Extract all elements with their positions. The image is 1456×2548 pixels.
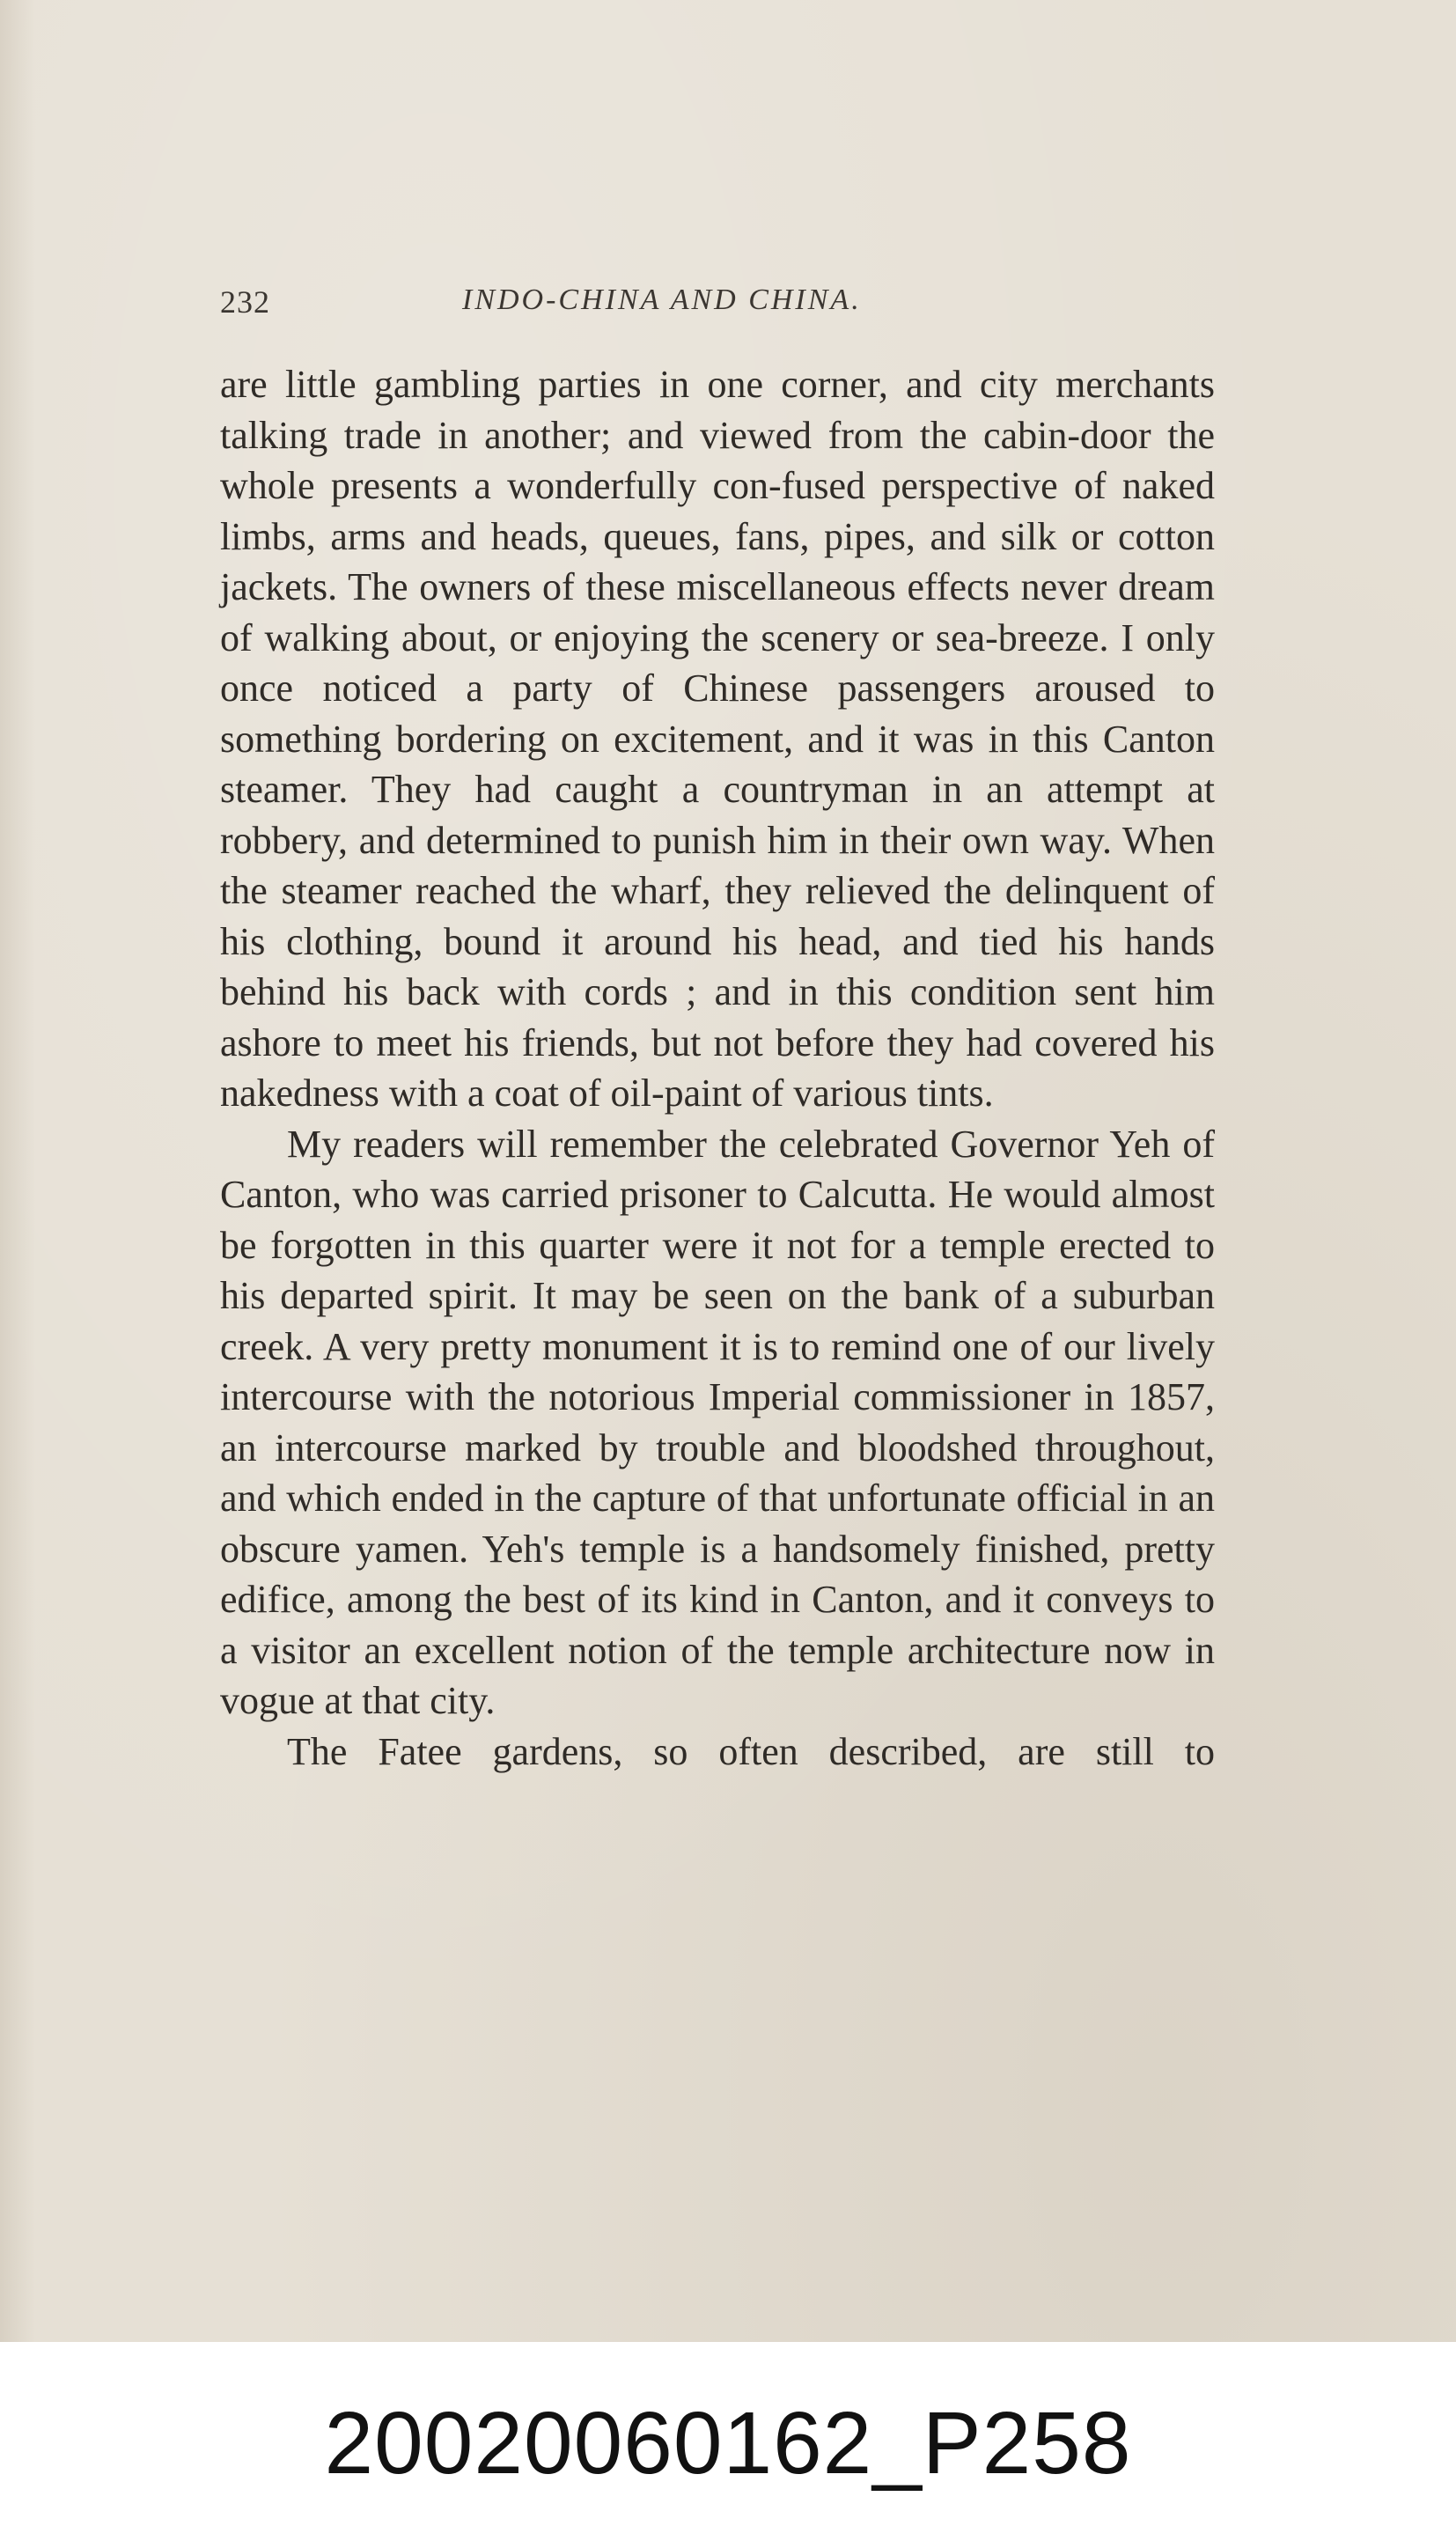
page-edge-shadow (0, 0, 35, 2342)
paragraph-cabin-scene: are little gambling parties in one corner, and city merchants talking trade in another; and viewed from the cabin-door the whole presents a wonderfully con-fused perspective of naked limbs, arms and heads, queues, fans, pipes, and silk or cotton jackets. The owners of these miscellaneous effects never dream of walking about, or enjoying the scenery or sea-breeze. I only once noticed a party of Chinese passengers aroused to something bordering on excitement, and it was in this Canton steamer. They had caught a countryman in an attempt at robbery, and determined to punish him in their own way. When the steamer reached the wharf, they relieved the delinquent of his clothing, bound it around his head, and tied his hands behind his back with cords ; and in this condition sent him ashore to meet his friends, but not before they had covered his nakedness with a coat of oil-paint of various tints. (220, 363, 1215, 1115)
scan-identifier: 20020060162_P258 (324, 2394, 1132, 2493)
scan-label-strip (0, 2342, 1456, 2548)
running-title: INDO-CHINA AND CHINA. (462, 284, 862, 316)
paragraph-governor-yeh: My readers will remember the celebrated Governor Yeh of Canton, who was carried prisoner to Calcutta. He would almost be forgotten in this quarter were it not for a temple erected to his departed spirit. It may be seen on the bank of a suburban creek. A very pretty monument it is to remind one of our lively intercourse with the notorious Imperial commissioner in 1857, an intercourse marked by trouble and bloodshed throughout, and which ended in the capture of that unfortunate official in an obscure yamen. Yeh's temple is a handsomely finished, pretty edifice, among the best of its kind in Canton, and it conveys to a visitor an excellent notion of the temple architecture now in vogue at that city. (220, 1122, 1215, 1722)
body-text (220, 359, 1215, 1777)
running-header (220, 284, 1215, 326)
paragraph-fatee-gardens: The Fatee gardens, so often described, are still to (287, 1729, 1215, 1773)
page-number: 232 (220, 284, 270, 320)
